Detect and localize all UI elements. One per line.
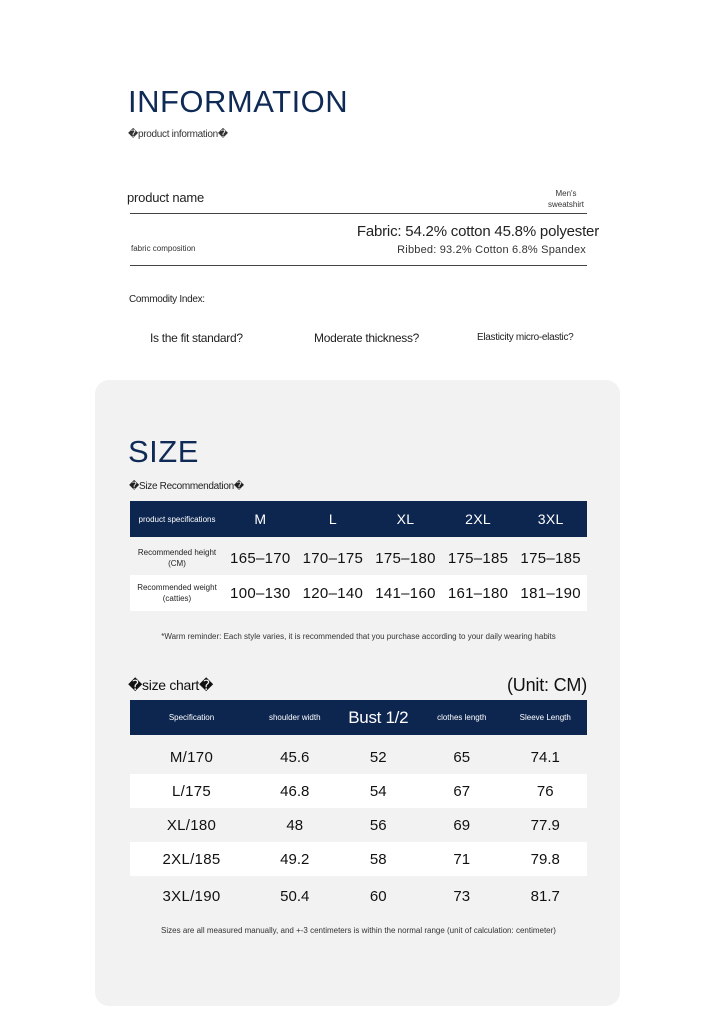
size-recommendation-table	[130, 501, 587, 611]
table-cell: 100–130	[230, 584, 291, 602]
size-header-cell: L	[328, 511, 337, 527]
unit-label: (Unit: CM)	[507, 675, 587, 695]
size-recommendation-subtitle: �Size Recommendation�	[129, 481, 244, 492]
table-cell: 175–185	[520, 549, 581, 567]
table-cell: 74.1	[530, 748, 560, 766]
table-cell: XL/180	[166, 816, 217, 834]
information-title: INFORMATION	[128, 84, 349, 119]
table-cell: 50.4	[280, 887, 310, 905]
table-cell: 120–140	[302, 584, 364, 602]
table-cell: 56	[369, 816, 387, 834]
header-cell: Sleeve Length	[519, 713, 571, 722]
table-cell: 65	[453, 748, 471, 766]
table-cell: 60	[369, 887, 387, 905]
fabric-composition-label: fabric composition	[131, 244, 196, 253]
table-header-row	[130, 501, 587, 537]
size-header-cell: 3XL	[537, 511, 564, 527]
table-cell: 73	[453, 887, 471, 905]
divider	[130, 213, 587, 214]
table-row	[130, 575, 587, 611]
table-header-row	[130, 700, 587, 735]
size-header-cell: M	[254, 511, 267, 527]
table-row	[130, 808, 587, 842]
table-cell: 79.8	[530, 850, 560, 868]
table-cell: 77.9	[530, 816, 560, 834]
table-cell: L/175	[171, 782, 212, 800]
table-cell: 2XL/185	[162, 850, 221, 868]
table-cell: M/170	[169, 748, 214, 766]
size-header-cell: 2XL	[465, 511, 491, 527]
table-cell: 58	[369, 850, 387, 868]
size-title: SIZE	[128, 434, 199, 469]
product-name-value: Men's sweatshirt	[547, 189, 584, 209]
row-label: Recommended weight (catties)	[137, 583, 217, 603]
attribute-elasticity: Elasticity micro-elastic?	[477, 332, 574, 343]
table-cell: 48	[286, 816, 304, 834]
table-cell: 181–190	[520, 584, 581, 602]
table-cell: 141–160	[375, 584, 436, 602]
table-cell: 67	[453, 782, 471, 800]
table-row	[130, 774, 587, 808]
header-cell: clothes length	[437, 713, 487, 722]
divider	[130, 265, 587, 266]
size-header-cell: XL	[396, 511, 415, 527]
warm-reminder: *Warm reminder: Each style varies, it is recommended that you purchase according to your daily wearing habits	[161, 632, 556, 641]
table-cell: 45.6	[280, 748, 310, 766]
table-cell: 69	[453, 816, 471, 834]
size-chart-title: �size chart�	[128, 677, 214, 693]
header-cell: Specification	[168, 713, 215, 722]
product-name-label: product name	[127, 190, 205, 205]
size-chart-table	[130, 700, 587, 916]
table-row	[130, 740, 587, 774]
table-cell: 175–185	[447, 549, 509, 567]
table-row	[130, 842, 587, 876]
table-cell: 161–180	[447, 584, 509, 602]
attribute-fit: Is the fit standard?	[150, 331, 243, 345]
table-cell: 81.7	[530, 887, 560, 905]
table-cell: 76	[536, 782, 554, 800]
table-cell: 46.8	[280, 782, 310, 800]
header-cell: Bust 1/2	[348, 708, 409, 727]
commodity-index-label: Commodity Index:	[129, 294, 205, 305]
table-cell: 175–180	[375, 549, 436, 567]
information-subtitle: �product information�	[128, 129, 228, 140]
table-row	[130, 541, 587, 575]
attribute-thickness: Moderate thickness?	[314, 331, 420, 345]
table-cell: 71	[453, 850, 471, 868]
table-cell: 49.2	[280, 850, 310, 868]
table-cell: 52	[369, 748, 387, 766]
measurement-note: Sizes are all measured manually, and +-3 centimeters is within the normal range (unit of calculation: centimeter)	[161, 926, 556, 935]
table-row	[130, 876, 587, 916]
table-cell: 3XL/190	[162, 887, 221, 905]
header-cell: shoulder width	[268, 713, 321, 722]
row-label: Recommended height (CM)	[137, 548, 217, 568]
ribbed-line: Ribbed: 93.2% Cotton 6.8% Spandex	[397, 244, 586, 256]
table-cell: 170–175	[302, 549, 364, 567]
table-cell: 165–170	[230, 549, 291, 567]
fabric-line: Fabric: 54.2% cotton 45.8% polyester	[356, 223, 599, 240]
header-label: product specifications	[138, 514, 216, 524]
table-cell: 54	[369, 782, 387, 800]
